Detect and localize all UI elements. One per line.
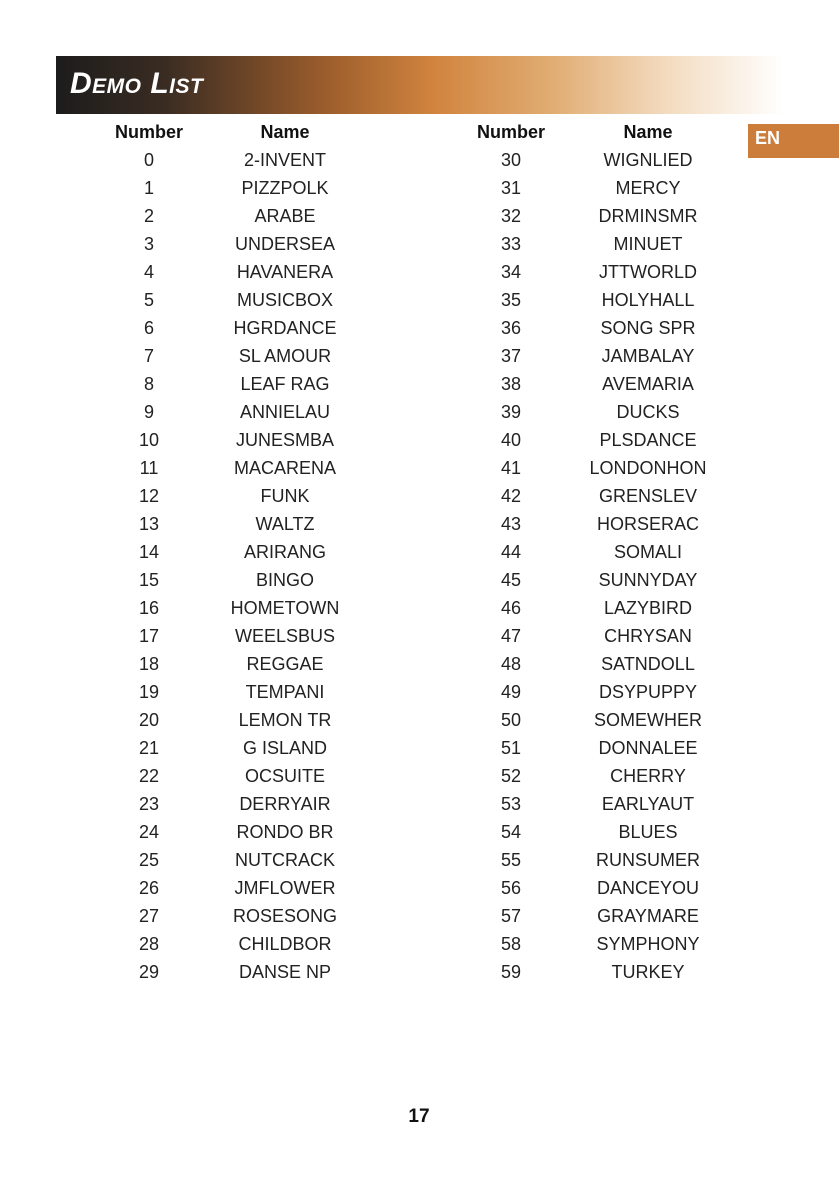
demo-number: 14	[138, 542, 160, 562]
demo-number: 40	[500, 430, 522, 450]
demo-name: RUNSUMER	[595, 850, 700, 870]
demo-number: 21	[138, 738, 160, 758]
demo-name: DSYPUPPY	[598, 682, 698, 702]
table-row	[0, 706, 839, 734]
language-tab: EN	[748, 124, 839, 158]
demo-number: 57	[500, 906, 522, 926]
table-row	[0, 146, 839, 174]
table-row	[0, 650, 839, 678]
demo-name: ANNIELAU	[239, 402, 331, 422]
demo-name: SYMPHONY	[596, 934, 700, 954]
demo-name: BINGO	[255, 570, 314, 590]
demo-name: HORSERAC	[596, 514, 699, 534]
demo-number: 39	[500, 402, 522, 422]
demo-name: LEMON TR	[238, 710, 332, 730]
demo-number: 15	[138, 570, 160, 590]
demo-number: 13	[138, 514, 160, 534]
demo-name: WIGNLIED	[603, 150, 693, 170]
demo-number: 0	[143, 150, 154, 170]
table-row	[0, 678, 839, 706]
demo-name: LONDONHON	[589, 458, 707, 478]
demo-name: BLUES	[618, 822, 678, 842]
demo-number: 3	[143, 234, 154, 254]
demo-number: 28	[138, 934, 160, 954]
demo-name: ROSESONG	[232, 906, 338, 926]
demo-number: 11	[139, 458, 159, 478]
table-row	[0, 538, 839, 566]
demo-number: 42	[500, 486, 522, 506]
table-row	[0, 286, 839, 314]
demo-name: MUSICBOX	[236, 290, 333, 310]
demo-number: 52	[500, 766, 522, 786]
demo-number: 38	[500, 374, 522, 394]
demo-name: LEAF RAG	[240, 374, 330, 394]
demo-name: FUNK	[260, 486, 310, 506]
demo-number: 35	[500, 290, 522, 310]
demo-name: SL AMOUR	[238, 346, 332, 366]
demo-name: DONNALEE	[598, 738, 698, 758]
demo-number: 1	[143, 178, 154, 198]
demo-name: AVEMARIA	[602, 374, 694, 394]
demo-name: PLSDANCE	[599, 430, 697, 450]
demo-name: DRMINSMR	[598, 206, 698, 226]
demo-name: WEELSBUS	[234, 626, 336, 646]
demo-number: 8	[143, 374, 154, 394]
demo-number: 51	[500, 738, 522, 758]
table-row	[0, 398, 839, 426]
demo-name: HOMETOWN	[230, 598, 340, 618]
demo-name: TURKEY	[611, 962, 685, 982]
demo-number: 19	[138, 682, 160, 702]
demo-number: 26	[138, 878, 160, 898]
demo-number: 31	[500, 178, 522, 198]
demo-name: CHERRY	[610, 766, 686, 786]
demo-name: EARLYAUT	[601, 794, 695, 814]
demo-name: DUCKS	[616, 402, 680, 422]
demo-number: 59	[500, 962, 522, 982]
table-row	[0, 314, 839, 342]
demo-number: 34	[500, 262, 522, 282]
demo-name: SUNNYDAY	[598, 570, 698, 590]
demo-number: 58	[500, 934, 522, 954]
table-row	[0, 762, 839, 790]
demo-name: OCSUITE	[244, 766, 325, 786]
demo-name: HAVANERA	[236, 262, 334, 282]
demo-name: UNDERSEA	[234, 234, 336, 254]
table-row	[0, 790, 839, 818]
page-number: 17	[408, 1106, 430, 1127]
table-row	[0, 874, 839, 902]
table-row	[0, 258, 839, 286]
demo-name: WALTZ	[255, 514, 315, 534]
demo-name: SONG SPR	[600, 318, 696, 338]
demo-name: JAMBALAY	[601, 346, 695, 366]
demo-number: 5	[143, 290, 154, 310]
demo-number: 24	[138, 822, 160, 842]
table-row	[0, 510, 839, 538]
demo-name: JMFLOWER	[234, 878, 336, 898]
demo-name: HOLYHALL	[601, 290, 695, 310]
demo-number: 44	[500, 542, 522, 562]
demo-number: 45	[500, 570, 522, 590]
demo-name: SOMEWHER	[594, 710, 702, 730]
demo-number: 36	[500, 318, 522, 338]
table-row	[0, 958, 839, 986]
right-name-header: Name	[623, 122, 673, 142]
demo-name: JUNESMBA	[235, 430, 334, 450]
demo-number: 43	[500, 514, 522, 534]
demo-name: GRAYMARE	[597, 906, 699, 926]
demo-name: SOMALI	[613, 542, 683, 562]
table-row	[0, 370, 839, 398]
demo-name: JTTWORLD	[599, 262, 697, 282]
table-row	[0, 174, 839, 202]
table-row	[0, 426, 839, 454]
table-row	[0, 342, 839, 370]
demo-name: GRENSLEV	[598, 486, 698, 506]
demo-number: 22	[138, 766, 160, 786]
demo-name: TEMPANI	[245, 682, 325, 702]
demo-number: 7	[143, 346, 154, 366]
demo-name: ARIRANG	[243, 542, 326, 562]
demo-number: 23	[138, 794, 160, 814]
demo-name: MACARENA	[233, 458, 336, 478]
demo-number: 2	[143, 206, 154, 226]
demo-number: 20	[138, 710, 160, 730]
demo-name: PIZZPOLK	[241, 178, 329, 198]
demo-name: NUTCRACK	[234, 850, 335, 870]
demo-name: DANSE NP	[238, 962, 332, 982]
demo-number: 12	[138, 486, 160, 506]
demo-name: SATNDOLL	[601, 654, 695, 674]
left-number-header: Number	[114, 122, 183, 142]
demo-number: 49	[500, 682, 522, 702]
table-row	[0, 734, 839, 762]
demo-number: 10	[138, 430, 160, 450]
table-row	[0, 902, 839, 930]
demo-name: 2-INVENT	[243, 150, 326, 170]
demo-number: 54	[500, 822, 522, 842]
demo-name: ARABE	[254, 206, 316, 226]
demo-number: 56	[500, 878, 522, 898]
demo-name: CHRYSAN	[604, 626, 692, 646]
section-title: Demo List	[70, 67, 204, 100]
demo-number: 4	[143, 262, 154, 282]
demo-number: 47	[500, 626, 522, 646]
demo-number: 16	[138, 598, 160, 618]
demo-number: 37	[500, 346, 522, 366]
demo-number: 29	[138, 962, 160, 982]
demo-number: 50	[500, 710, 522, 730]
demo-number: 9	[143, 402, 154, 422]
demo-name: DERRYAIR	[239, 794, 331, 814]
table-row	[0, 482, 839, 510]
demo-number: 30	[500, 150, 522, 170]
demo-name: MINUET	[613, 234, 683, 254]
table-row	[0, 202, 839, 230]
demo-number: 41	[500, 458, 522, 478]
table-row	[0, 566, 839, 594]
table-row	[0, 594, 839, 622]
demo-number: 6	[143, 318, 154, 338]
table-row	[0, 818, 839, 846]
table-row	[0, 930, 839, 958]
demo-number: 18	[138, 654, 160, 674]
demo-name: HGRDANCE	[233, 318, 337, 338]
demo-number: 17	[138, 626, 160, 646]
demo-number: 53	[500, 794, 522, 814]
table-row	[0, 230, 839, 258]
demo-name: MERCY	[615, 178, 681, 198]
left-name-header: Name	[260, 122, 310, 142]
right-number-header: Number	[476, 122, 545, 142]
demo-number: 27	[138, 906, 160, 926]
table-row	[0, 622, 839, 650]
demo-number: 46	[500, 598, 522, 618]
table-row	[0, 846, 839, 874]
demo-number: 48	[500, 654, 522, 674]
demo-name: CHILDBOR	[238, 934, 332, 954]
demo-name: G ISLAND	[242, 738, 328, 758]
demo-name: RONDO BR	[236, 822, 334, 842]
demo-number: 32	[500, 206, 522, 226]
demo-number: 33	[500, 234, 522, 254]
demo-name: REGGAE	[246, 654, 324, 674]
demo-number: 55	[500, 850, 522, 870]
table-row	[0, 454, 839, 482]
section-title-bar	[56, 56, 783, 114]
demo-name: DANCEYOU	[596, 878, 699, 898]
demo-number: 25	[138, 850, 160, 870]
demo-name: LAZYBIRD	[603, 598, 693, 618]
